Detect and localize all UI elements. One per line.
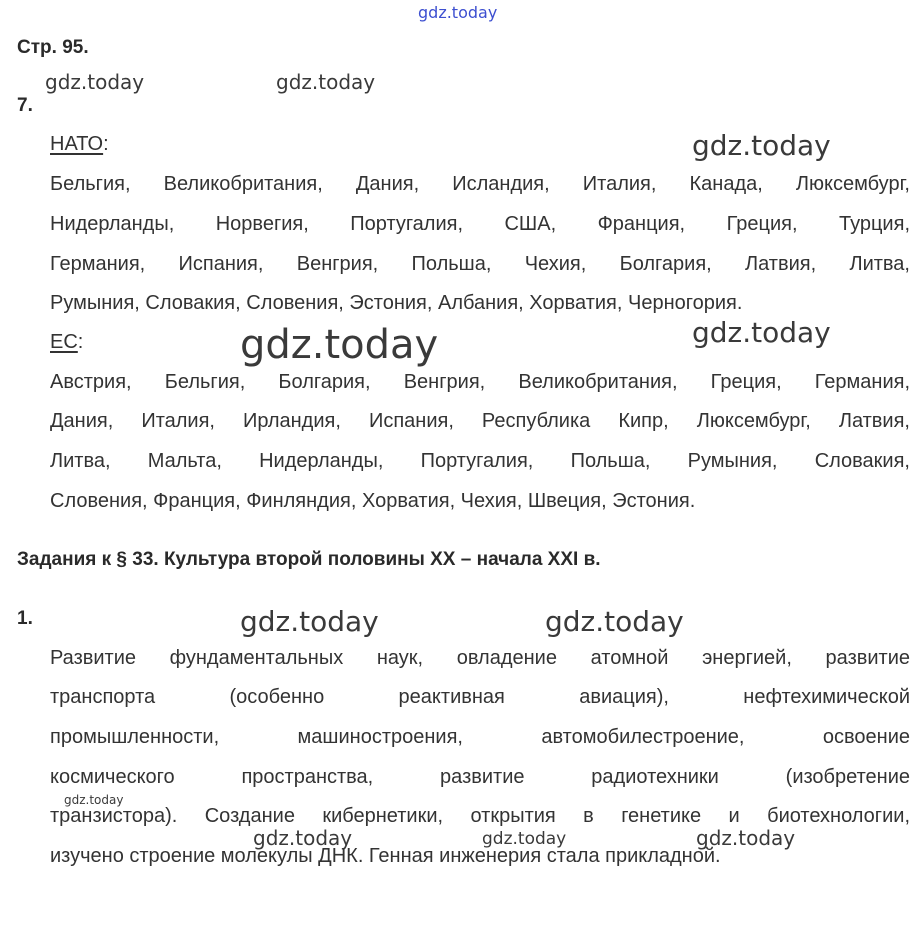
task-1-line: промышленности, машиностроения, автомобилестроение, освоение — [50, 726, 910, 748]
task-1-line: транзистора). Создание кибернетики, открытия в генетике и биотехнологии, — [50, 805, 910, 827]
nato-line: Румыния, Словакия, Словения, Эстония, Албания, Хорватия, Черногория. — [50, 292, 743, 314]
task-7-number: 7. — [17, 95, 33, 116]
watermark: gdz.today — [692, 129, 831, 162]
eu-label: ЕС: — [50, 331, 84, 353]
nato-line: Бельгия, Великобритания, Дания, Исландия, Италия, Канада, Люксембург, — [50, 173, 910, 195]
nato-label: НАТО: — [50, 133, 109, 155]
eu-line: Австрия, Бельгия, Болгария, Венгрия, Великобритания, Греция, Германия, — [50, 371, 910, 393]
watermark: gdz.today — [276, 70, 376, 94]
task-1-line: космического пространства, развитие радиотехники (изобретение — [50, 766, 910, 788]
task-1-line: Развитие фундаментальных наук, овладение атомной энергией, развитие — [50, 647, 910, 669]
eu-line: Словения, Франция, Финляндия, Хорватия, Чехия, Швеция, Эстония. — [50, 490, 696, 512]
watermark: gdz.today — [253, 826, 353, 850]
task-1-number: 1. — [17, 608, 33, 629]
nato-label-text: НАТО — [50, 133, 104, 155]
section-heading: Задания к § 33. Культура второй половины XX – начала XXI в. — [17, 549, 601, 570]
watermark: gdz.today — [240, 605, 379, 638]
eu-line: Литва, Мальта, Нидерланды, Португалия, Польша, Румыния, Словакия, — [50, 450, 910, 472]
eu-label-text: ЕС — [50, 331, 78, 353]
eu-line: Дания, Италия, Ирландия, Испания, Республика Кипр, Люксембург, Латвия, — [50, 410, 910, 432]
watermark: gdz.today — [545, 605, 684, 638]
watermark: gdz.today — [45, 70, 145, 94]
watermark: gdz.today — [240, 322, 439, 368]
watermark: gdz.today — [482, 829, 567, 849]
nato-line: Германия, Испания, Венгрия, Польша, Чехия, Болгария, Латвия, Литва, — [50, 253, 910, 275]
watermark: gdz.today — [692, 316, 831, 349]
watermark-top: gdz.today — [418, 3, 498, 22]
watermark: gdz.today — [696, 826, 796, 850]
page-reference: Стр. 95. — [17, 37, 89, 58]
watermark: gdz.today — [64, 793, 124, 807]
task-1-line: транспорта (особенно реактивная авиация), нефтехимической — [50, 686, 910, 708]
task-1-line: изучено строение молекулы ДНК. Генная инженерия стала прикладной. — [50, 845, 721, 867]
nato-line: Нидерланды, Норвегия, Португалия, США, Франция, Греция, Турция, — [50, 213, 910, 235]
